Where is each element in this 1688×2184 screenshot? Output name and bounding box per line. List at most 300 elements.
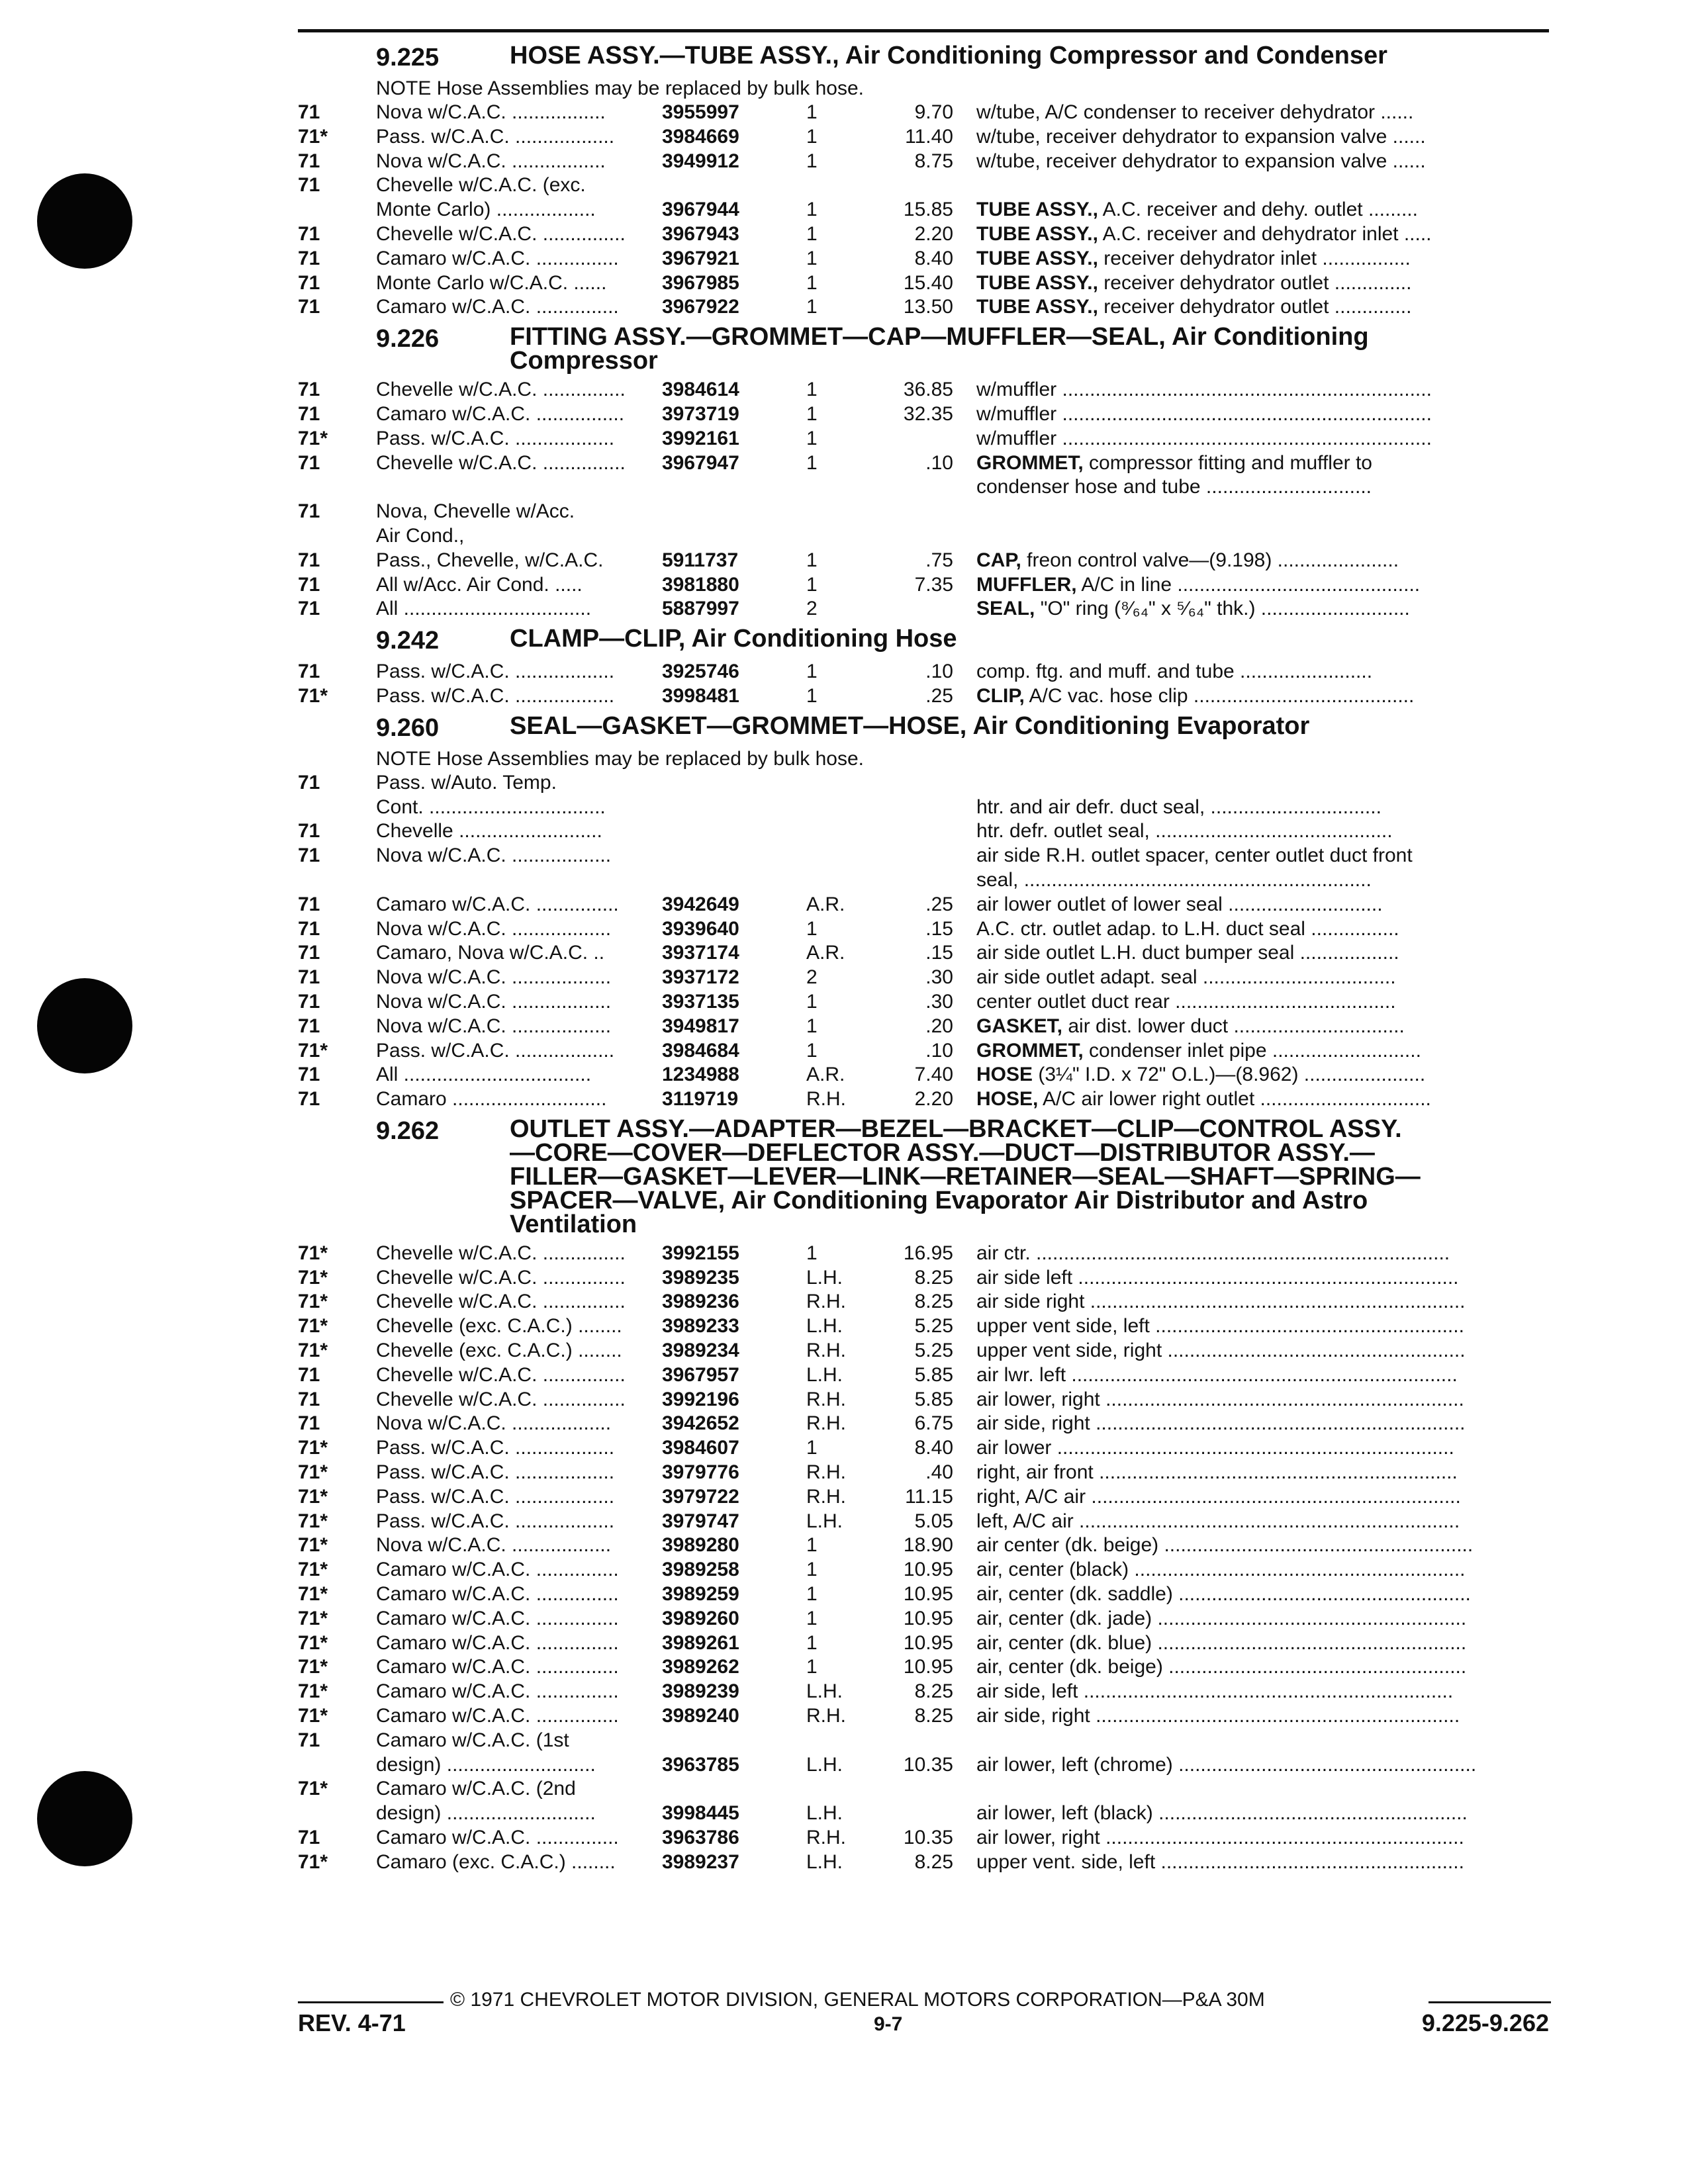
- table-row: [298, 295, 1556, 320]
- description: [976, 1063, 1549, 1087]
- section-number: 9.225: [376, 44, 440, 71]
- part-number: 3989259: [662, 1583, 739, 1606]
- model-year: 71*: [298, 1583, 328, 1606]
- quantity: L.H.: [806, 1315, 843, 1338]
- table-row: [298, 1801, 1556, 1826]
- description: [976, 271, 1549, 296]
- table-row: [298, 222, 1556, 247]
- table-row: [298, 1680, 1556, 1704]
- application: All ..................................: [376, 1064, 592, 1086]
- table-row: [298, 1533, 1556, 1558]
- description: [976, 1087, 1549, 1112]
- model-year: 71: [298, 451, 320, 474]
- application: Chevelle w/C.A.C. ...............: [376, 1266, 626, 1289]
- description: [976, 1266, 1549, 1291]
- description-text: air dist. lower duct ...............................: [1062, 1015, 1405, 1037]
- description-text: condenser hose and tube ..............................: [976, 476, 1372, 498]
- description: [976, 1412, 1549, 1436]
- price: 32.35: [903, 402, 953, 425]
- quantity: 1: [806, 684, 818, 707]
- footer-rule: [298, 2001, 444, 2003]
- part-number: 3942649: [662, 893, 739, 915]
- description-text: A/C vac. hose clip ........................................: [1024, 684, 1415, 707]
- description-text: right, air front .................................................................: [976, 1461, 1458, 1484]
- application: Camaro w/C.A.C. ...............: [376, 1680, 619, 1703]
- table-row: [298, 1087, 1556, 1112]
- description-text: htr. and air defr. duct seal, ...............................: [976, 796, 1382, 818]
- binder-hole: [37, 173, 132, 269]
- catalog-section: [298, 44, 1556, 320]
- price: 8.25: [914, 1850, 953, 1873]
- table-row: [298, 173, 1556, 198]
- section-header: [298, 325, 1556, 378]
- price: .10: [925, 660, 953, 683]
- description-bold: TUBE ASSY.,: [976, 199, 1098, 221]
- description: [976, 941, 1549, 966]
- top-rule: [298, 29, 1549, 32]
- part-number: 3979747: [662, 1510, 739, 1532]
- part-number: 3989237: [662, 1850, 739, 1873]
- price: 10.95: [903, 1631, 953, 1654]
- price: 7.40: [914, 1064, 953, 1086]
- application: All w/Acc. Air Cond. .....: [376, 573, 583, 596]
- model-year: 71: [298, 1412, 320, 1435]
- description-text: seal, ...............................................................: [976, 868, 1372, 891]
- description-text: receiver dehydrator outlet ..............: [1098, 271, 1412, 294]
- part-number: 3939640: [662, 917, 739, 940]
- table-row: [298, 1729, 1556, 1753]
- part-number: 3963785: [662, 1753, 739, 1776]
- model-year: 71*: [298, 1485, 328, 1508]
- description: [976, 917, 1549, 942]
- description-text: air side, left ...................................................................: [976, 1680, 1454, 1703]
- model-year: 71*: [298, 1461, 328, 1484]
- description-bold: GROMMET,: [976, 1039, 1084, 1062]
- table-row: [298, 1558, 1556, 1582]
- model-year: 71: [298, 893, 320, 915]
- table-row: [298, 271, 1556, 296]
- section-number: 9.226: [376, 325, 440, 353]
- description-text: air, center (dk. saddle) .....................................................: [976, 1583, 1471, 1606]
- table-row: [298, 819, 1556, 844]
- description-bold: CAP,: [976, 549, 1021, 571]
- part-number: 3989239: [662, 1680, 739, 1703]
- description: [976, 1826, 1549, 1850]
- application: Pass. w/C.A.C. ..................: [376, 660, 615, 683]
- description-bold: CLIP,: [976, 684, 1025, 707]
- description-text: air lower outlet of lower seal ............................: [976, 893, 1383, 915]
- section-number: 9.260: [376, 713, 440, 742]
- description-text: right, A/C air ...................................................................: [976, 1485, 1461, 1508]
- description: [976, 402, 1549, 427]
- table-row: [298, 1314, 1556, 1339]
- quantity: 1: [806, 379, 818, 401]
- part-number: 3963786: [662, 1827, 739, 1849]
- quantity: 1: [806, 101, 818, 123]
- quantity: 1: [806, 1437, 818, 1459]
- part-number: 3989262: [662, 1656, 739, 1678]
- application: Camaro w/C.A.C. ...............: [376, 1631, 619, 1654]
- description-bold: GROMMET,: [976, 451, 1084, 474]
- description-text: air, center (black) ............................................................: [976, 1559, 1466, 1581]
- table-row: [298, 1063, 1556, 1087]
- description-bold: TUBE ASSY.,: [976, 222, 1098, 245]
- description-text: w/muffler ...................................................................: [976, 427, 1432, 449]
- model-year: 71*: [298, 1534, 328, 1557]
- description-text: air, center (dk. blue) ........................................................: [976, 1631, 1467, 1654]
- quantity: 1: [806, 1583, 818, 1606]
- part-number: 5887997: [662, 598, 739, 620]
- price: 5.85: [914, 1388, 953, 1410]
- model-year: 71: [298, 573, 320, 596]
- description: [976, 1533, 1549, 1558]
- description-text: air side, right ..................................................................: [976, 1705, 1460, 1727]
- price: 15.40: [903, 271, 953, 294]
- price: .25: [925, 684, 953, 707]
- binder-hole: [37, 978, 132, 1073]
- description: [976, 990, 1549, 1015]
- description: [976, 451, 1549, 476]
- description-text: w/tube, receiver dehydrator to expansion valve ......: [976, 125, 1426, 148]
- table-row: [298, 771, 1556, 796]
- section-header: [298, 1117, 1556, 1242]
- description: [976, 475, 1549, 500]
- description-text: w/muffler ...................................................................: [976, 379, 1432, 401]
- table-row: [298, 402, 1556, 427]
- quantity: L.H.: [806, 1850, 843, 1873]
- quantity: L.H.: [806, 1753, 843, 1776]
- part-number: 3989236: [662, 1291, 739, 1313]
- model-year: 71: [298, 150, 320, 172]
- description-text: air lower, right .................................................................: [976, 1388, 1464, 1410]
- description-text: A/C air lower right outlet ...............................: [1038, 1088, 1431, 1111]
- part-number: 3989260: [662, 1607, 739, 1629]
- price: 6.75: [914, 1412, 953, 1435]
- description: [976, 125, 1549, 150]
- description: [976, 1704, 1549, 1729]
- description: [976, 1436, 1549, 1461]
- table-row: [298, 1339, 1556, 1363]
- description: [976, 222, 1549, 247]
- price: .25: [925, 893, 953, 915]
- model-year: 71*: [298, 684, 328, 707]
- table-row: [298, 1436, 1556, 1461]
- table-row: [298, 1015, 1556, 1039]
- part-number: 3992196: [662, 1388, 739, 1410]
- revision-label: REV. 4-71: [298, 2009, 406, 2036]
- catalog-section: [298, 627, 1556, 709]
- model-year: 71*: [298, 1850, 328, 1873]
- part-number: 3989235: [662, 1266, 739, 1289]
- description-bold: MUFFLER,: [976, 573, 1077, 596]
- quantity: 1: [806, 451, 818, 474]
- section-number: 9.242: [376, 627, 440, 655]
- description: [976, 247, 1549, 271]
- table-row: [298, 1363, 1556, 1388]
- part-number: 3989261: [662, 1631, 739, 1654]
- part-number: 3949817: [662, 1015, 739, 1037]
- table-row: [298, 1753, 1556, 1778]
- application: Air Cond.,: [376, 524, 465, 547]
- application: Chevelle w/C.A.C. ...............: [376, 1388, 626, 1410]
- table-row: [298, 1485, 1556, 1510]
- application: Camaro w/C.A.C. ...............: [376, 1583, 619, 1606]
- model-year: 71*: [298, 1778, 328, 1800]
- quantity: 1: [806, 247, 818, 269]
- price: 10.95: [903, 1656, 953, 1678]
- quantity: A.R.: [806, 893, 845, 915]
- part-number: 3967922: [662, 296, 739, 318]
- application: Pass. w/C.A.C. ..................: [376, 1510, 615, 1532]
- part-number: 3942652: [662, 1412, 739, 1435]
- application: Camaro w/C.A.C. (1st: [376, 1729, 569, 1751]
- model-year: 71: [298, 402, 320, 425]
- quantity: 1: [806, 125, 818, 148]
- table-row: [298, 1582, 1556, 1607]
- quantity: 1: [806, 917, 818, 940]
- quantity: 1: [806, 1015, 818, 1037]
- price: 10.35: [903, 1827, 953, 1849]
- price: 13.50: [903, 296, 953, 318]
- model-year: 71*: [298, 1291, 328, 1313]
- part-number: 3989233: [662, 1315, 739, 1338]
- description-text: w/tube, A/C condenser to receiver dehydrator ......: [976, 101, 1414, 123]
- application: Nova w/C.A.C. ..................: [376, 966, 612, 989]
- application: Camaro w/C.A.C. ...............: [376, 893, 619, 915]
- model-year: 71*: [298, 1039, 328, 1062]
- description-text: air side right ....................................................................: [976, 1291, 1466, 1313]
- description: [976, 819, 1549, 844]
- application: Chevelle w/C.A.C. ...............: [376, 1363, 626, 1386]
- catalog-section: [298, 711, 1556, 1112]
- application: Nova w/C.A.C. ..................: [376, 1412, 612, 1435]
- model-year: 71: [298, 1729, 320, 1751]
- description: [976, 966, 1549, 990]
- description-text: upper vent side, left ........................................................: [976, 1315, 1464, 1338]
- model-year: 71: [298, 598, 320, 620]
- model-year: 71*: [298, 1559, 328, 1581]
- description: [976, 660, 1549, 684]
- model-year: 71*: [298, 1437, 328, 1459]
- model-year: 71: [298, 942, 320, 964]
- quantity: L.H.: [806, 1802, 843, 1825]
- quantity: 1: [806, 549, 818, 571]
- table-row: [298, 101, 1556, 125]
- part-number: 5911737: [662, 549, 739, 571]
- application: Camaro w/C.A.C. ...............: [376, 1827, 619, 1849]
- table-row: [298, 868, 1556, 893]
- quantity: R.H.: [806, 1088, 846, 1111]
- price: .30: [925, 966, 953, 989]
- application: Chevelle (exc. C.A.C.) ........: [376, 1340, 622, 1362]
- part-number: 3967921: [662, 247, 739, 269]
- table-row: [298, 1461, 1556, 1485]
- model-year: 71: [298, 966, 320, 989]
- application: Camaro w/C.A.C. ...............: [376, 1559, 619, 1581]
- application: Pass. w/C.A.C. ..................: [376, 1437, 615, 1459]
- model-year: 71*: [298, 1680, 328, 1703]
- price: 9.70: [914, 101, 953, 123]
- quantity: 1: [806, 1242, 818, 1264]
- application: Camaro w/C.A.C. ...............: [376, 296, 619, 318]
- section-header: [298, 711, 1556, 747]
- model-year: 71: [298, 296, 320, 318]
- table-row: [298, 844, 1556, 868]
- description: [976, 684, 1549, 709]
- description-text: w/tube, receiver dehydrator to expansion valve ......: [976, 150, 1426, 172]
- application: Pass. w/C.A.C. ..................: [376, 684, 615, 707]
- price: 10.95: [903, 1583, 953, 1606]
- application: Camaro w/C.A.C. (2nd: [376, 1778, 576, 1800]
- section-title: SEAL—GASKET—GROMMET—HOSE, Air Conditioning Evaporator: [510, 711, 1310, 740]
- price: .10: [925, 451, 953, 474]
- part-number: 3984607: [662, 1437, 739, 1459]
- description: [976, 1631, 1549, 1656]
- description-text: air side R.H. outlet spacer, center outlet duct front: [976, 844, 1413, 867]
- description-text: (3¼" I.D. x 72" O.L.)—(8.962) ......................: [1033, 1064, 1426, 1086]
- description-text: air side, right ...................................................................: [976, 1412, 1466, 1435]
- table-row: [298, 524, 1556, 549]
- description-text: A/C in line ............................................: [1076, 573, 1421, 596]
- quantity: R.H.: [806, 1461, 846, 1484]
- description: [976, 1655, 1549, 1680]
- description-bold: TUBE ASSY.,: [976, 271, 1098, 294]
- description-text: air side outlet adapt. seal ...................................: [976, 966, 1396, 989]
- price: .75: [925, 549, 953, 571]
- quantity: R.H.: [806, 1485, 846, 1508]
- description-text: air, center (dk. beige) ......................................................: [976, 1656, 1467, 1678]
- table-row: [298, 1510, 1556, 1534]
- description: [976, 1753, 1549, 1778]
- application: Nova w/C.A.C. ..................: [376, 1534, 612, 1557]
- description-text: htr. defr. outlet seal, ...........................................: [976, 820, 1393, 842]
- quantity: 1: [806, 1607, 818, 1629]
- description-text: air lower, right .................................................................: [976, 1827, 1464, 1849]
- part-number: 3967985: [662, 271, 739, 294]
- price: 10.35: [903, 1753, 953, 1776]
- description-text: condenser inlet pipe ...........................: [1083, 1039, 1421, 1062]
- table-row: [298, 1704, 1556, 1729]
- section-header: [298, 44, 1556, 77]
- description-text: air side outlet L.H. duct bumper seal ..................: [976, 942, 1399, 964]
- description-bold: GASKET,: [976, 1015, 1063, 1037]
- price: 8.40: [914, 1437, 953, 1459]
- application: Chevelle w/C.A.C. ...............: [376, 451, 626, 474]
- quantity: 2: [806, 598, 818, 620]
- part-number: 3925746: [662, 660, 739, 683]
- quantity: 2: [806, 966, 818, 989]
- description: [976, 427, 1549, 451]
- description: [976, 1607, 1549, 1631]
- table-row: [298, 796, 1556, 820]
- table-row: [298, 917, 1556, 942]
- application: Pass. w/C.A.C. ..................: [376, 125, 615, 148]
- description: [976, 1015, 1549, 1039]
- table-row: [298, 378, 1556, 402]
- price: 8.25: [914, 1680, 953, 1703]
- description-text: comp. ftg. and muff. and tube ........................: [976, 660, 1373, 683]
- quantity: L.H.: [806, 1266, 843, 1289]
- price: 5.05: [914, 1510, 953, 1532]
- model-year: 71: [298, 660, 320, 683]
- application: Chevelle w/C.A.C. ...............: [376, 1291, 626, 1313]
- description-bold: HOSE,: [976, 1088, 1039, 1111]
- description: [976, 1039, 1549, 1064]
- description-text: air lower, left (black) ........................................................: [976, 1802, 1468, 1825]
- binder-hole: [37, 1771, 132, 1866]
- table-row: [298, 1777, 1556, 1801]
- part-number: 3989280: [662, 1534, 739, 1557]
- price: .15: [925, 917, 953, 940]
- description-bold: TUBE ASSY.,: [976, 296, 1098, 318]
- table-row: [298, 660, 1556, 684]
- price: 2.20: [914, 222, 953, 245]
- quantity: 1: [806, 402, 818, 425]
- quantity: 1: [806, 1534, 818, 1557]
- table-row: [298, 198, 1556, 222]
- description: [976, 1510, 1549, 1534]
- application: design) ...........................: [376, 1753, 596, 1776]
- application: Chevelle w/C.A.C. ...............: [376, 1242, 626, 1264]
- description: [976, 844, 1549, 868]
- parts-catalog: [298, 38, 1556, 1875]
- application: Monte Carlo) ..................: [376, 199, 596, 221]
- price: 7.35: [914, 573, 953, 596]
- description: [976, 378, 1549, 402]
- copyright-line: © 1971 CHEVROLET MOTOR DIVISION, GENERAL MOTORS CORPORATION—P&A 30M: [450, 1989, 1265, 2011]
- description-text: upper vent. side, left .......................................................: [976, 1850, 1464, 1873]
- page-number: 9-7: [874, 2013, 903, 2035]
- description-text: air lower ........................................................................: [976, 1437, 1454, 1459]
- part-number: 3967947: [662, 451, 739, 474]
- application: All ..................................: [376, 598, 592, 620]
- description-text: receiver dehydrator outlet ..............: [1098, 296, 1412, 318]
- table-row: [298, 1850, 1556, 1875]
- section-number: 9.262: [376, 1116, 440, 1145]
- description: [976, 150, 1549, 174]
- part-number: 3984669: [662, 125, 739, 148]
- model-year: 71: [298, 917, 320, 940]
- part-number: 3984614: [662, 379, 739, 401]
- quantity: 1: [806, 427, 818, 449]
- part-number: 3979722: [662, 1485, 739, 1508]
- part-number: 1234988: [662, 1064, 739, 1086]
- application: Camaro ............................: [376, 1088, 607, 1111]
- description: [976, 573, 1549, 598]
- part-number: 3937174: [662, 942, 739, 964]
- description-text: left, A/C air .....................................................................: [976, 1510, 1460, 1532]
- table-row: [298, 125, 1556, 150]
- model-year: 71*: [298, 1705, 328, 1727]
- description-text: air, center (dk. jade) ........................................................: [976, 1607, 1467, 1629]
- description-text: upper vent side, right ......................................................: [976, 1340, 1466, 1362]
- table-row: [298, 941, 1556, 966]
- quantity: 1: [806, 1039, 818, 1062]
- table-row: [298, 966, 1556, 990]
- model-year: 71*: [298, 1242, 328, 1264]
- catalog-section: [298, 325, 1556, 621]
- part-number: 3973719: [662, 402, 739, 425]
- application: Chevelle w/C.A.C. ...............: [376, 379, 626, 401]
- part-number: 3998481: [662, 684, 739, 707]
- application: Camaro (exc. C.A.C.) ........: [376, 1850, 616, 1873]
- table-row: [298, 1631, 1556, 1656]
- part-number: 3979776: [662, 1461, 739, 1484]
- description: [976, 1850, 1549, 1875]
- description-bold: SEAL,: [976, 598, 1035, 620]
- quantity: 1: [806, 1656, 818, 1678]
- part-number: 3989234: [662, 1340, 739, 1362]
